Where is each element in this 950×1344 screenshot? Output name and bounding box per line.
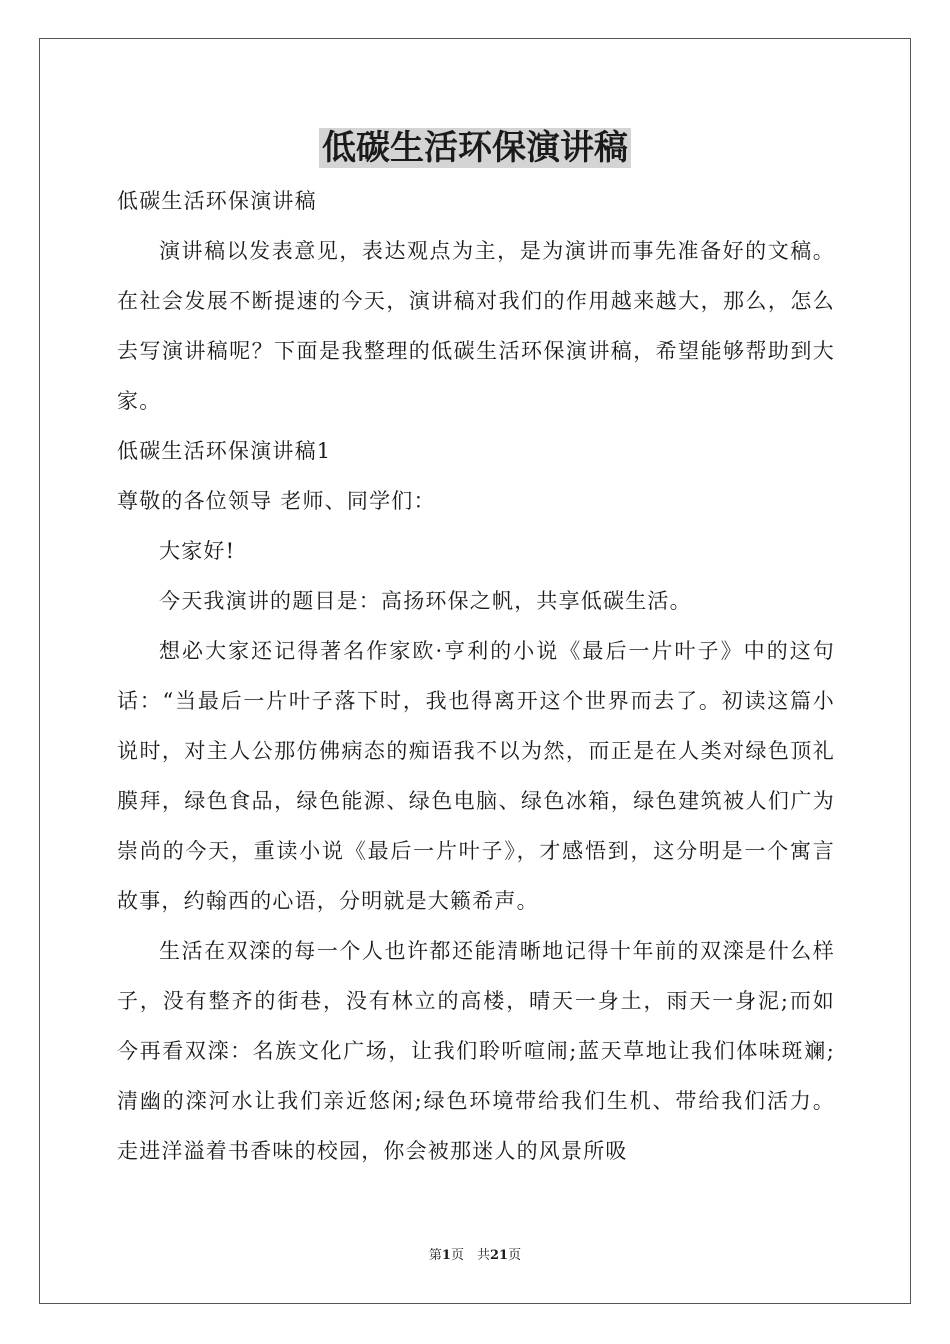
document-body	[117, 176, 835, 1176]
body-paragraph: 生活在双滦的每一个人也许都还能清晰地记得十年前的双滦是什么样子，没有整齐的街巷，没有林立的高楼，晴天一身土，雨天一身泥;而如今再看双滦：名族文化广场，让我们聆听喧闹;蓝天草地让我们体味斑斓;清幽的滦河水让我们亲近悠闲;绿色环境带给我们生机、带给我们活力。走进洋溢着书香味的校园，你会被那迷人的风景所吸	[117, 939, 835, 1163]
page-suffix: 页	[508, 1248, 522, 1263]
section-heading: 低碳生活环保演讲稿1	[117, 439, 332, 463]
body-paragraph: 想必大家还记得著名作家欧·亨利的小说《最后一片叶子》中的这句话：“当最后一片叶子落下时，我也得离开这个世界而去了。初读这篇小说时，对主人公那仿佛病态的痴语我不以为然，而正是在人类对绿色顶礼膜拜，绿色食品，绿色能源、绿色电脑、绿色冰箱，绿色建筑被人们广为崇尚的今天，重读小说《最后一片叶子》，才感悟到，这分明是一个寓言故事，约翰西的心语，分明就是大籁希声。	[117, 639, 835, 913]
page-prefix: 第	[428, 1248, 442, 1263]
page-footer	[0, 1246, 950, 1266]
greeting-paragraph: 大家好!	[159, 539, 236, 563]
intro-paragraph: 演讲稿以发表意见，表达观点为主，是为演讲而事先准备好的文稿。在社会发展不断提速的今天，演讲稿对我们的作用越来越大，那么，怎么去写演讲稿呢？下面是我整理的低碳生活环保演讲稿，希望能够帮助到大家。	[117, 239, 835, 413]
page-mid: 页 共	[450, 1248, 490, 1263]
subtitle-paragraph: 低碳生活环保演讲稿	[117, 189, 317, 213]
page-current: 1	[441, 1248, 451, 1263]
topic-paragraph: 今天我演讲的题目是：高扬环保之帆，共享低碳生活。	[159, 589, 692, 613]
salutation-paragraph: 尊敬的各位领导 老师、同学们：	[117, 489, 436, 513]
document-title-text: 低碳生活环保演讲稿	[319, 128, 631, 168]
page-total: 21	[489, 1248, 509, 1263]
document-title	[0, 124, 950, 172]
